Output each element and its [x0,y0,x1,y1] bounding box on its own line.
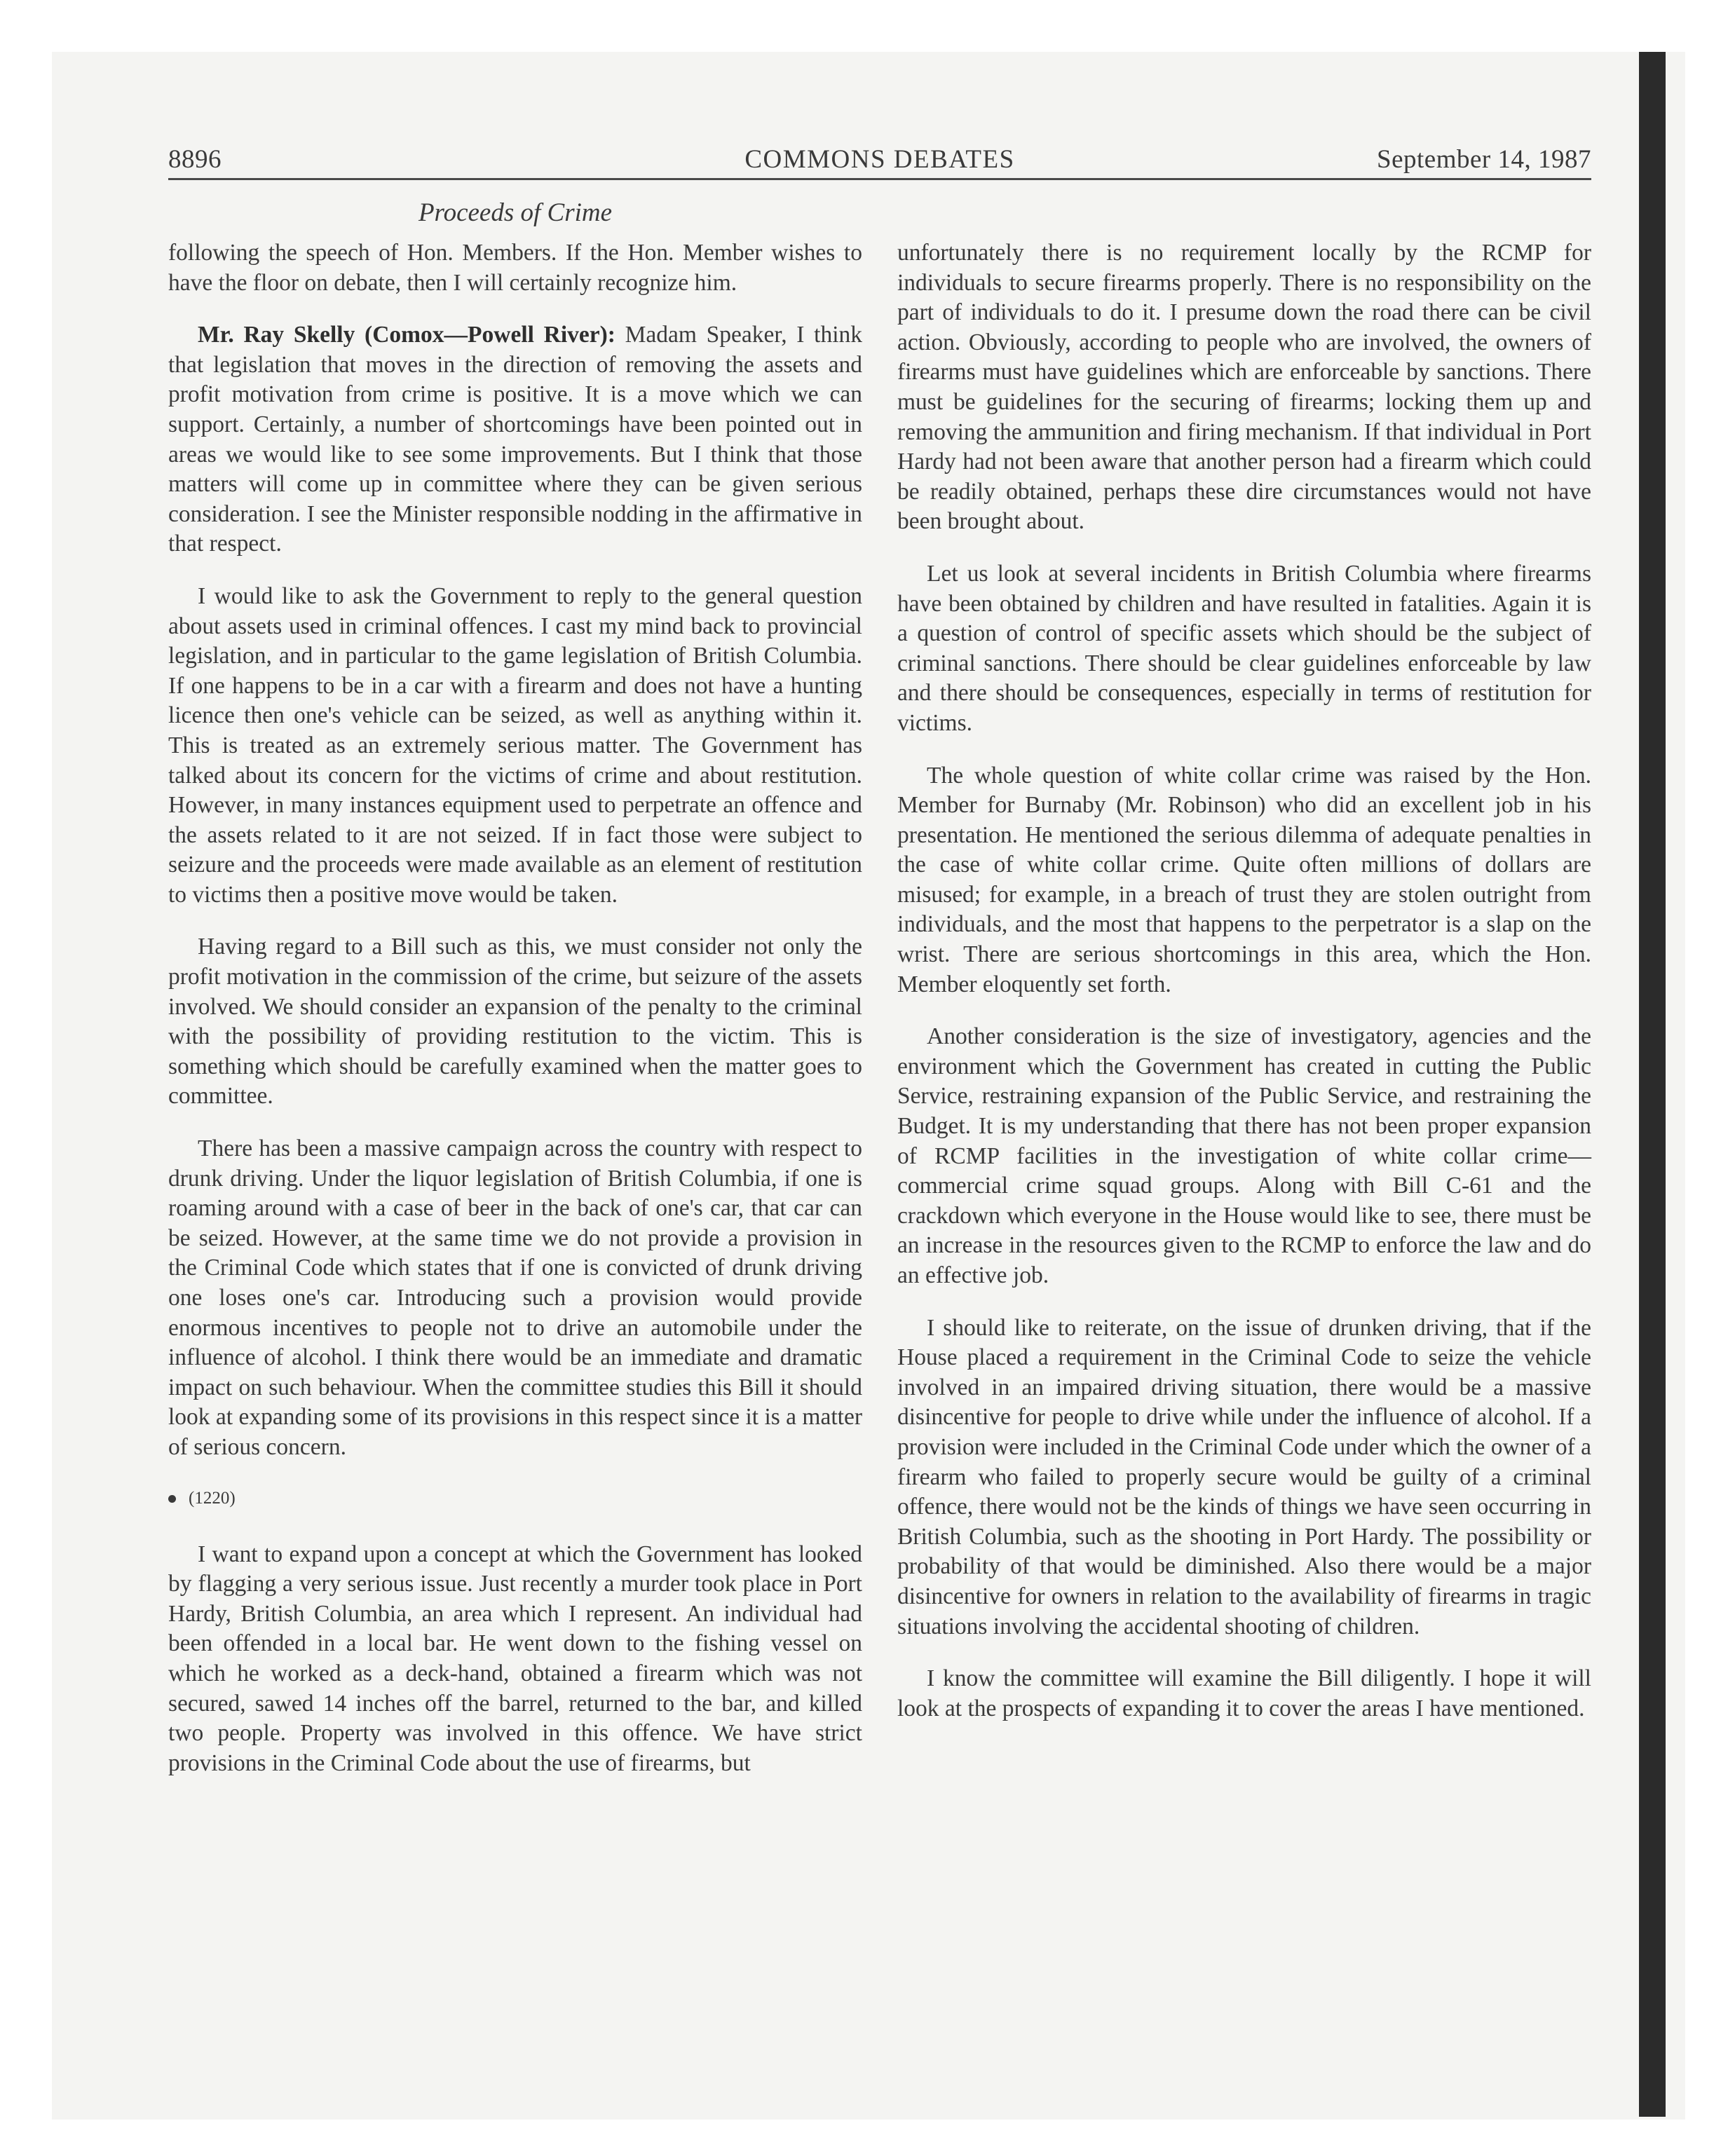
journal-title: COMMONS DEBATES [744,145,1015,174]
header-rule [168,178,1591,180]
page-header [168,140,1591,182]
running-head: Proceeds of Crime [418,198,613,227]
paragraph: The whole question of white collar crime was raised by the Hon. Member for Burnaby (Mr. Robinson) who did an excellent job in his presentation. He mentioned the serious dilemma of adequate penalties in the case of white collar crime. Quite often millions of dollars are misused; for example, in a breach of trust they are stolen outright from individuals, and the most that happens to the perpetrator is a slap on the wrist. There are serious shortcomings in this area, which the Hon. Member eloquently set forth. [897,762,1591,997]
paragraph: Another consideration is the size of investigatory, agencies and the environment which the Government has created in cutting the Public Service, restraining expansion of the Public Service, and restraining the Budget. It is my understanding that there has not been proper expansion of RCMP facilities in the investigation of white collar crime—commercial crime squad groups. Along with Bill C-61 and the crackdown which everyone in the House would like to see, there must be an increase in the resources given to the RCMP to enforce the law and do an effective job. [897,1023,1591,1288]
paragraph: Having regard to a Bill such as this, we must consider not only the profit motivation in the commission of the crime, but seizure of the assets involved. We should consider an expansion of the penalty to the criminal with the possibility of providing restitution to the victim. This is something which should be carefully examined when the matter goes to committee. [168,934,862,1110]
issue-date: September 14, 1987 [1377,145,1591,174]
paragraph: I want to expand upon a concept at which the Government has looked by flagging a very serious issue. Just recently a murder took place in Port Hardy, British Columbia, an area which I represent. An individual had been offended in a local bar. He went down to the fishing vessel on which he worked as a deck-hand, obtained a firearm which was not secured, sawed 14 inches off the barrel, returned to the bar, and killed two people. Property was involved in this offence. We have strict provisions in the Criminal Code about the use of firearms, but [168,1541,862,1776]
right-column [897,238,1591,1746]
paragraph: I should like to reiterate, on the issue of drunken driving, that if the House placed a requirement in the Criminal Code to seize the vehicle involved in an impaired driving situation, there would be a massive disincentive for people to drive while under the influence of alcohol. If a provision were included in the Criminal Code under which the owner of a firearm who failed to properly secure would be guilty of a criminal offence, there would not be the kinds of things we have seen occurring in British Columbia, such as the shooting in Port Hardy. The possibility or probability of that would be diminished. Also there would be a major disincentive for owners in relation to the availability of firearms in tragic situations involving the accidental shooting of children. [897,1314,1591,1639]
speaker-name: Mr. Ray Skelly (Comox—Powell River): [198,322,615,348]
paragraph: There has been a massive campaign across the country with respect to drunk driving. Under the liquor legislation of British Columbia, if one is roaming around with a case of beer in the back of one's car, that car can be seized. However, at the same time we do not provide a provision in the Criminal Code which states that if one is convicted of drunk driving one loses one's car. Introducing such a provision would provide enormous incentives to people not to drive an automobile under the influence of alcohol. I think there would be an immediate and dramatic impact on such behaviour. When the committee studies this Bill it should look at expanding some of its provisions in this respect since it is a matter of serious concern. [168,1135,862,1460]
paragraph: I would like to ask the Government to reply to the general question about assets used in criminal offences. I cast my mind back to provincial legislation, and in particular to the game legislation of British Columbia. If one happens to be in a car with a firearm and does not have a hunting licence then one's vehicle can be seized, as well as anything within it. This is treated as an extremely serious matter. The Government has talked about its concern for the victims of crime and about restitution. However, in many instances equipment used to perpetrate an offence and the assets related to it are not seized. If in fact those were subject to seizure and the proceeds were made available as an element of restitution to victims then a positive move would be taken. [168,582,862,908]
paragraph: following the speech of Hon. Members. If the Hon. Member wishes to have the floor on debate, then I will certainly recognize him. [168,240,862,296]
paragraph: Let us look at several incidents in British Columbia where firearms have been obtained by children and have resulted in fatalities. Again it is a question of control of specific assets which should be the subject of criminal sanctions. There should be clear guidelines enforceable by law and there should be consequences, especially in terms of restitution for victims. [897,560,1591,736]
time-marker [168,1485,862,1513]
bullet-icon [168,1495,176,1503]
paragraph: I know the committee will examine the Bill diligently. I hope it will look at the prospects of expanding it to cover the areas I have mentioned. [897,1665,1591,1721]
speech-text: Madam Speaker, I think that legislation that moves in the direction of removing the assets and profit motivation from crime is positive. It is a move which we can support. Certainly, a number of shortcomings have been pointed out in areas we would like to see some improvements. But I think that those matters will come up in committee where they can be given serious consideration. I see the Minister responsible nodding in the affirmative in that respect. [168,322,863,557]
speaker-paragraph [168,320,862,559]
scan-edge-shadow [1639,52,1666,2117]
paragraph: unfortunately there is no requirement locally by the RCMP for individuals to secure firearms properly. There is no responsibility on the part of individuals to do it. I presume down the road there can be civil action. Obviously, according to people who are involved, the owners of firearms must have guidelines which are enforceable by sanctions. There must be guidelines for the securing of firearms; locking them up and removing the ammunition and firing mechanism. If that individual in Port Hardy had not been aware that another person had a firearm which could be readily obtained, perhaps these dire circumstances would not have been brought about. [897,240,1591,535]
page-number: 8896 [168,145,222,174]
time-marker-label: (1220) [189,1489,236,1508]
left-column [168,238,862,1801]
